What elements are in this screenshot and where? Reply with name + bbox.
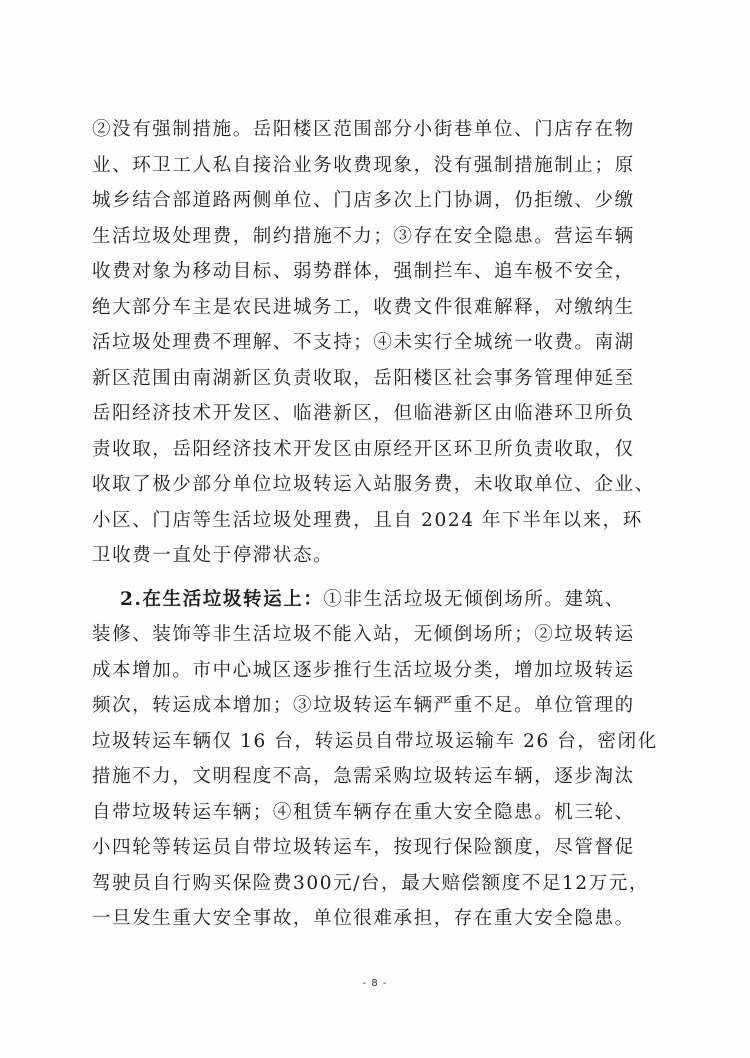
text-line: 措施不力，文明程度不高，急需采购垃圾转运车辆，逐步淘汰 bbox=[92, 766, 635, 787]
text-line: 岳阳经济技术开发区、临港新区，但临港新区由临港环卫所负 bbox=[92, 403, 635, 424]
text-line: 小四轮等转运员自带垃圾转运车，按现行保险额度，尽管督促 bbox=[92, 837, 635, 858]
section-heading: 2.在生活垃圾转运上： bbox=[120, 588, 324, 610]
text-line: 生活垃圾处理费，制约措施不力；③存在安全隐患。营运车辆 bbox=[92, 225, 635, 247]
paragraph-gap bbox=[92, 574, 652, 582]
text-line: 活垃圾处理费不理解、不支持；④未实行全城统一收费。南湖 bbox=[92, 332, 635, 353]
text-line bbox=[92, 582, 652, 618]
paragraph-2 bbox=[92, 582, 658, 937]
text-line: 新区范围由南湖新区负责收取，岳阳楼区社会事务管理伸延至 bbox=[92, 367, 635, 389]
paragraph-1 bbox=[92, 112, 655, 574]
text-line: 城乡结合部道路两侧单位、门店多次上门协调，仍拒缴、少缴 bbox=[92, 190, 635, 211]
text-line: 装修、装饰等非生活垃圾不能入站，无倾倒场所；②垃圾转运 bbox=[92, 624, 635, 645]
document-body bbox=[92, 112, 658, 937]
page-number: - 8 - bbox=[362, 978, 388, 989]
text-line: 自带垃圾转运车辆；④租赁车辆存在重大安全隐患。机三轮、 bbox=[92, 801, 635, 823]
text-line: 责收取，岳阳经济技术开发区由原经开区环卫所负责收取，仅 bbox=[92, 438, 635, 460]
text-line: 绝大部分车主是农民进城务工，收费文件很难解释，对缴纳生 bbox=[92, 296, 635, 318]
text-line: 一旦发生重大安全事故，单位很难承担，存在重大安全隐患。 bbox=[92, 908, 635, 929]
text-line: 驾驶员自行购买保险费300元/台，最大赔偿额度不足12万元， bbox=[92, 872, 650, 894]
text-line: 频次，转运成本增加；③垃圾转运车辆严重不足。单位管理的 bbox=[92, 695, 635, 716]
text-line: 垃圾转运车辆仅 16 台，转运员自带垃圾运输车 26 台，密闭化 bbox=[92, 730, 658, 752]
text-line: 收取了极少部分单位垃圾转运入站服务费，未收取单位、企业、 bbox=[92, 474, 655, 495]
text-line: 收费对象为移动目标、弱势群体，强制拦车、追车极不安全， bbox=[92, 261, 635, 282]
text-line: 成本增加。市中心城区逐步推行生活垃圾分类，增加垃圾转运 bbox=[92, 659, 635, 681]
text-line: 小区、门店等生活垃圾处理费，且自 2024 年下半年以来，环 bbox=[92, 509, 643, 531]
heading-line-rest: ①非生活垃圾无倾倒场所。建筑、 bbox=[323, 588, 625, 610]
text-line: 卫收费一直处于停滞状态。 bbox=[92, 545, 334, 566]
text-line: 业、环卫工人私自接洽业务收费现象，没有强制措施制止；原 bbox=[92, 154, 635, 176]
text-line: ②没有强制措施。岳阳楼区范围部分小街巷单位、门店存在物 bbox=[92, 119, 635, 140]
